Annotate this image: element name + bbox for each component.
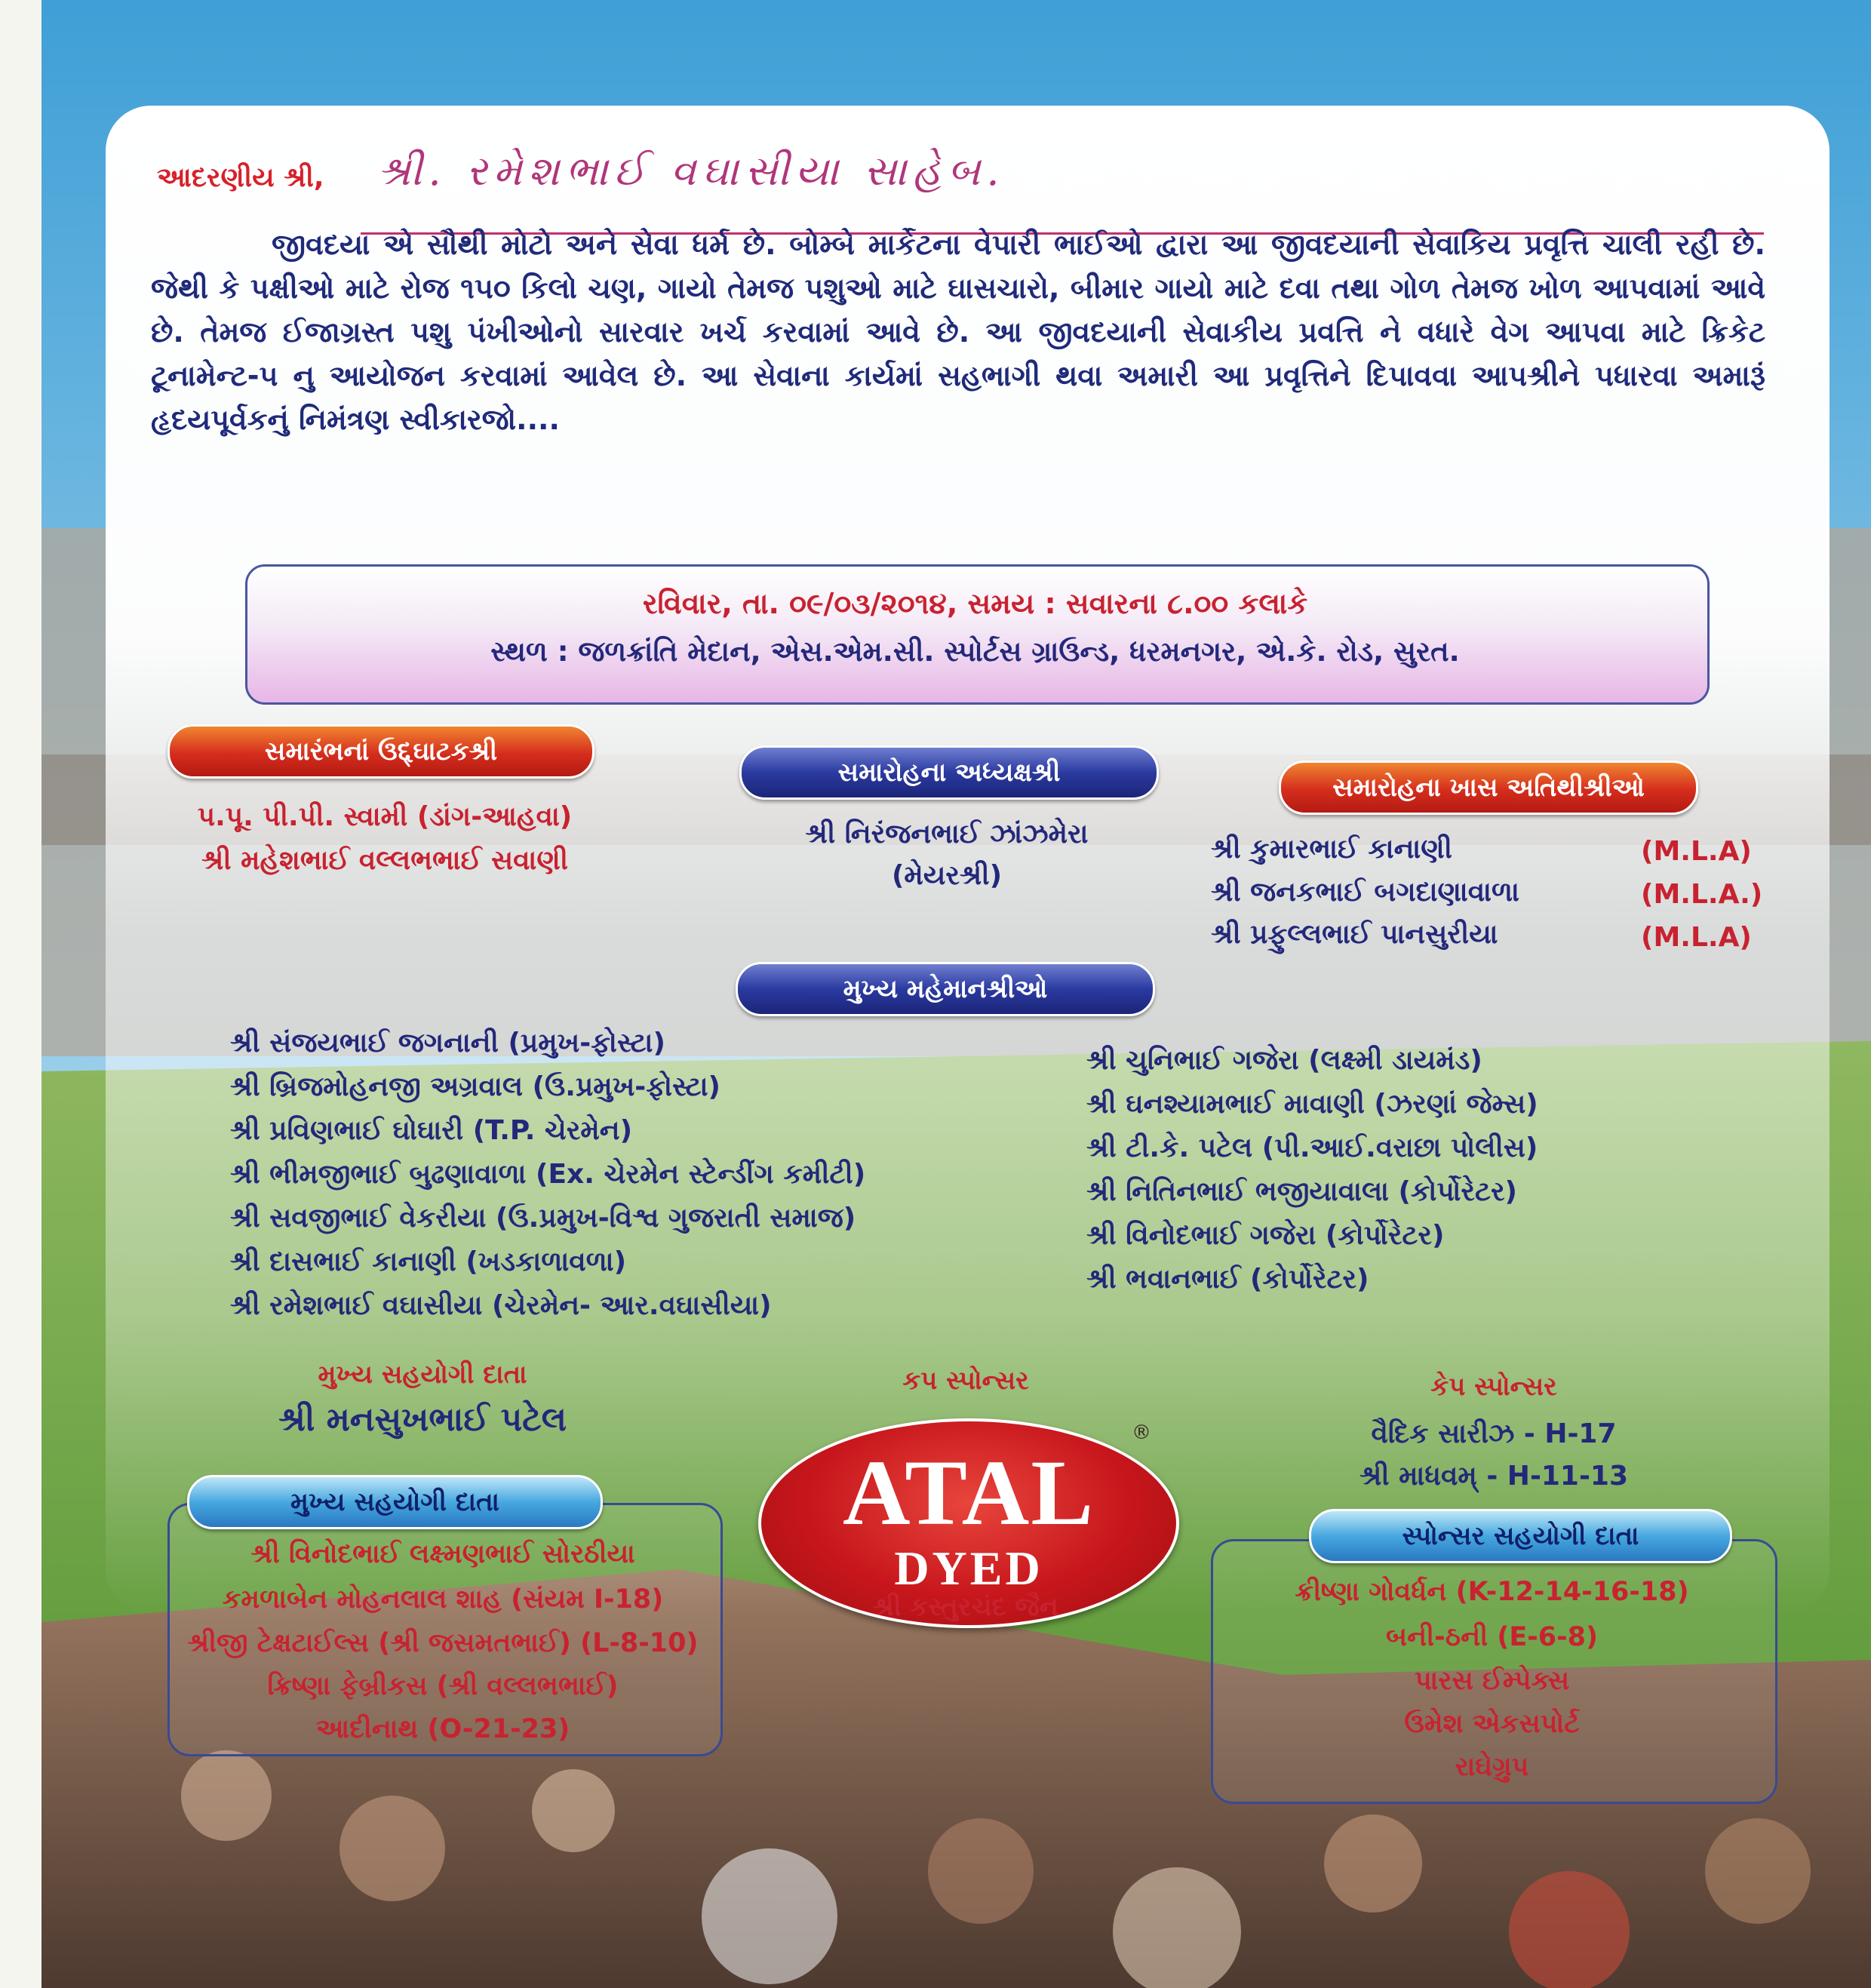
intro-paragraph: જીવદયા એ સૌથી મોટો અને સેવા ધર્મ છે. બોમ્બે માર્કેટના વેપારી ભાઈઓ દ્વારા આ જીવદયાની સેવાકિય પ્રવૃત્તિ ચાલી રહી છે. જેથી કે પક્ષીઓ માટે રોજ ૧૫૦ કિલો ચણ, ગાયો તેમજ પશુઓ માટે ઘાસચારો, બીમાર ગાયો માટે દવા તથા ગોળ તેમજ ખોળ આપવામાં આવે છે. તેમજ ઈજાગ્રસ્ત પશુ પંખીઓનો સારવાર ખર્ચ કરવામાં આવે છે. આ જીવદયાની સેવાકીય પ્રવત્તિ ને વધારે વેગ આપવા માટે ક્રિકેટ ટૂનામેન્ટ-૫ નુ આયોજન કરવામાં આવેલ છે. આ સેવાના કાર્યમાં સહભાગી થવા અમારી આ પ્રવૃત્તિને દિપાવવા આપશ્રીને પધારવા અમારૂં હૃદયપૂર્વકનું નિમંત્રણ સ્વીકારજો.... (151, 228, 1765, 436)
president-name: શ્રી નિરંજનભાઈ ઝાંઝમેરા (805, 819, 1089, 850)
sponsor-partner-1: ક્રીષ્ણા ગોવર્ધન (K-12-14-16-18) (1295, 1577, 1689, 1607)
cap-sponsor-heading: કેપ સ્પોન્સર (1430, 1372, 1557, 1402)
special-guest-tag-3: (M.L.A) (1641, 922, 1752, 953)
chief-guest-right-1: શ્રી ચુનિભાઈ ગજેરા (લક્ષ્મી ડાયમંડ) (1086, 1045, 1482, 1076)
event-venue: સ્થળ : જળક્રાંતિ મેદાન, એસ.એમ.સી. સ્પોર્ટસ ગ્રાઉન્ડ, ધરમનગર, એ.કે. રોડ, સુરત. (490, 635, 1460, 668)
president-heading: સમારોહના અધ્યક્ષશ્રી (739, 745, 1159, 800)
supporting-donor-2: કમળાબેન મોહનલાલ શાહ (સંયમ I-18) (222, 1584, 664, 1615)
supporting-donor-4: ક્રિષ્ણા ફેબ્રીકસ (શ્રી વલ્લભભાઈ) (267, 1671, 619, 1701)
chief-guest-left-3: શ્રી પ્રવિણભાઈ ઘોઘારી (T.P. ચેરમેન) (230, 1115, 633, 1146)
chief-guest-left-1: શ્રી સંજયભાઈ જગનાની (પ્રમુખ-ફોસ્ટા) (230, 1028, 665, 1059)
chief-guests-heading: મુખ્ય મહેમાનશ્રીઓ (736, 962, 1155, 1016)
registered-mark: ® (1132, 1421, 1151, 1444)
sponsor-partner-2: બની-ઠની (E-6-8) (1385, 1622, 1599, 1652)
chief-guest-left-4: શ્રી ભીમજીભાઈ બુઢણાવાળા (Ex. ચેરમેન સ્ટેન્ડીંગ કમીટી) (230, 1159, 866, 1190)
main-donor-heading: મુખ્ય સહયોગી દાતા (318, 1360, 527, 1390)
logo-subtext: DYED (894, 1541, 1043, 1595)
chief-guest-right-4: શ્રી નિતિનભાઈ ભજીયાવાલા (કોર્પોરેટર) (1086, 1176, 1518, 1207)
main-donor-name: શ્રી મનસુખભાઈ પટેલ (278, 1400, 567, 1439)
supporting-donor-1: શ્રી વિનોદભાઈ લક્ષ્મણભાઈ સોરઠીયા (250, 1539, 635, 1569)
cap-sponsor-1: વૈદિક સારીઝ - H-17 (1371, 1418, 1617, 1449)
salutation: આદરણીય શ્રી, (157, 162, 324, 193)
special-guest-tag-1: (M.L.A) (1641, 836, 1752, 867)
sponsor-partner-3: પારસ ઈમ્પેક્સ (1414, 1666, 1570, 1696)
supporting-donor-3: શ્રીજી ટેક્ષટાઈલ્સ (શ્રી જસમતભાઈ) (L-8-10) (187, 1628, 699, 1658)
cap-sponsor-2: શ્રી માધવમ્ - H-11-13 (1359, 1461, 1629, 1492)
chief-guest-right-2: શ્રી ઘનશ્યામભાઈ માવાણી (ઝરણાં જેમ્સ) (1086, 1089, 1538, 1120)
chief-guest-left-7: શ્રી રમેશભાઈ વઘાસીયા (ચેરમેન- આર.વઘાસીયા) (230, 1290, 772, 1321)
sponsor-partner-5: રાઘેગ્રુપ (1455, 1752, 1529, 1782)
sponsor-partners-heading: સ્પોન્સર સહયોગી દાતા (1309, 1509, 1732, 1563)
special-guest-tag-2: (M.L.A.) (1641, 879, 1763, 910)
chief-guest-left-2: શ્રી બ્રિજમોહનજી અગ્રવાલ (ઉ.પ્રમુખ-ફોસ્ટા) (230, 1071, 720, 1102)
chief-guest-right-6: શ્રી ભવાનભાઈ (કોર્પોરેટર) (1086, 1264, 1369, 1295)
cup-sponsor-name: શ્રી કસ્તુરચંદ જૈન (873, 1592, 1058, 1622)
event-details-box (245, 564, 1710, 705)
sponsor-partner-4: ઉમેશ એકસપોર્ટ (1404, 1709, 1580, 1739)
supporting-donors-heading: મુખ્ય સહયોગી દાતા (187, 1475, 603, 1529)
chief-guest-left-5: શ્રી સવજીભાઈ વેકરીયા (ઉ.પ્રમુખ-વિશ્વ ગુજરાતી સમાજ) (230, 1203, 856, 1234)
special-guest-name-3: શ્રી પ્રફુલ્લભાઈ પાનસુરીયા (1211, 919, 1498, 950)
president-title: (મેયરશ્રી) (891, 860, 1003, 891)
chief-guest-right-5: શ્રી વિનોદભાઈ ગજેરા (કોર્પોરેટર) (1086, 1220, 1445, 1251)
supporting-donor-5: આદીનાથ (O-21-23) (315, 1714, 570, 1744)
event-date-time: રવિવાર, તા. ૦૯/૦૩/૨૦૧૪, સમય : સવારના ૮.૦૦ કલાકે (642, 587, 1308, 620)
addressee-handwriting: શ્રી. રમેશભાઈ વઘાસીયા સાહેબ. (377, 147, 1006, 195)
inaugurator-name-1: પ.પૂ. પી.પી. સ્વામી (ડાંગ-આહવા) (197, 801, 573, 832)
special-guest-name-1: શ્રી કુમારભાઈ કાનાણી (1211, 834, 1452, 865)
inaugurators-heading: સમારંભનાં ઉદ્દ્ઘાટકશ્રી (167, 724, 594, 779)
special-guest-name-2: શ્રી જનકભાઈ બગદાણાવાળા (1211, 877, 1519, 908)
inaugurator-name-2: શ્રી મહેશભાઈ વલ્લભભાઈ સવાણી (201, 845, 569, 876)
cup-sponsor-heading: કપ સ્પોન્સર (902, 1366, 1029, 1396)
chief-guest-right-3: શ્રી ટી.કે. પટેલ (પી.આઈ.વરાછા પોલીસ) (1086, 1132, 1538, 1163)
special-guests-heading: સમારોહના ખાસ અતિથીશ્રીઓ (1279, 760, 1698, 815)
logo-wordmark: ATAL (842, 1441, 1095, 1544)
chief-guest-left-6: શ્રી દાસભાઈ કાનાણી (ખડકાળાવળા) (230, 1246, 627, 1277)
